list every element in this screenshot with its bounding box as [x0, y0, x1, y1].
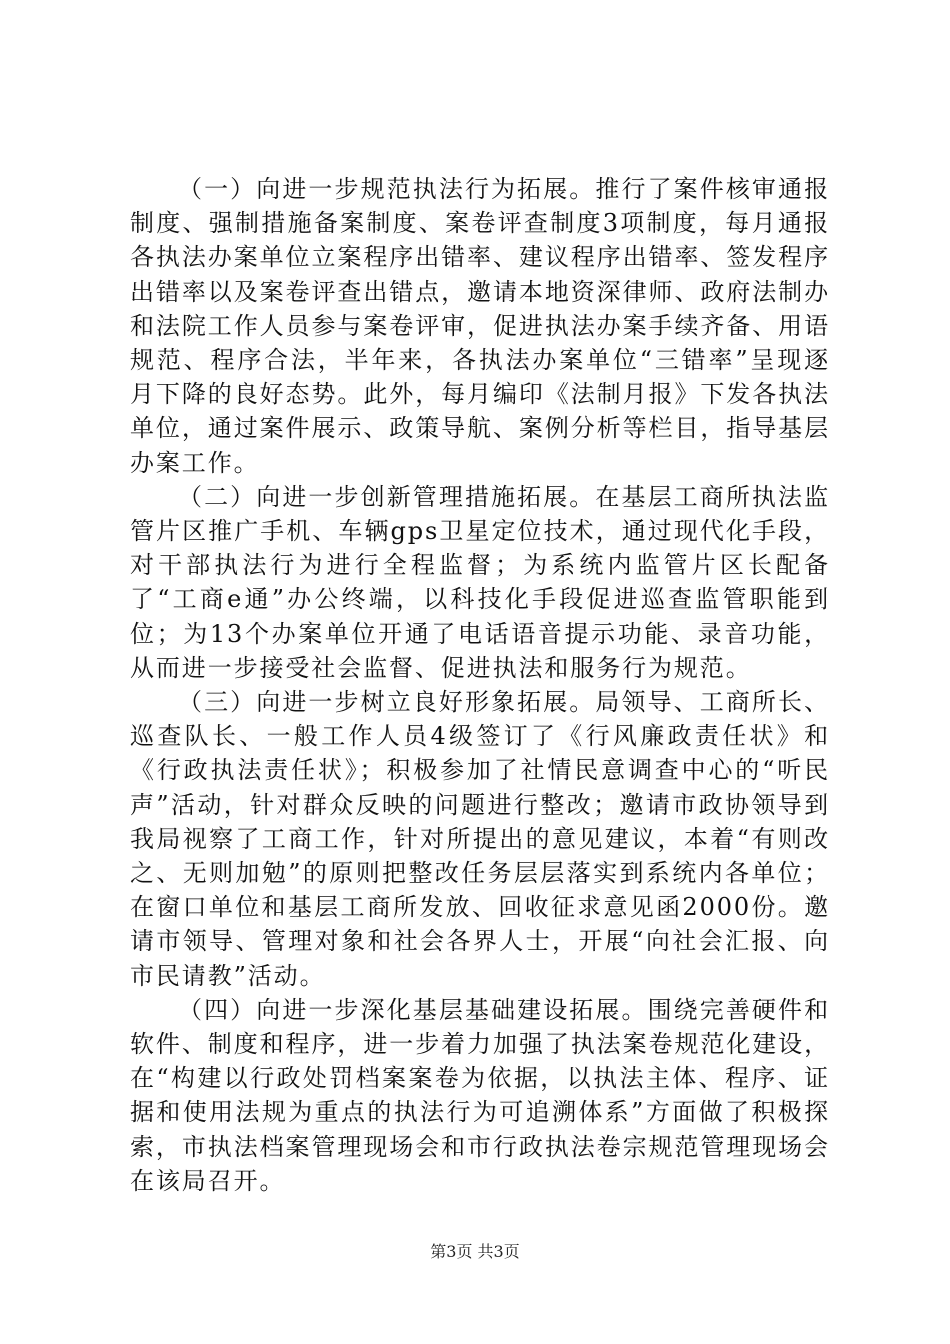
document-body — [130, 172, 830, 1198]
paragraph-1: （一）向进一步规范执法行为拓展。推行了案件核审通报制度、强制措施备案制度、案卷评查制度3项制度，每月通报各执法办案单位立案程序出错率、建议程序出错率、签发程序出错率以及案卷评查出错点，邀请本地资深律师、政府法制办和法院工作人员参与案卷评审，促进执法办案手续齐备、用语规范、程序合法，半年来，各执法办案单位“三错率”呈现逐月下降的良好态势。此外，每月编印《法制月报》下发各执法单位，通过案件展示、政策导航、案例分析等栏目，指导基层办案工作。 — [130, 175, 830, 477]
page-number-label: 第3页 共3页 — [430, 1242, 520, 1261]
paragraph-3: （三）向进一步树立良好形象拓展。局领导、工商所长、巡查队长、一般工作人员4级签订了《行风廉政责任状》和《行政执法责任状》；积极参加了社情民意调查中心的“听民声”活动，针对群众反映的问题进行整改；邀请市政协领导到我局视察了工商工作，针对所提出的意见建议，本着“有则改之、无则加勉”的原则把整改任务层层落实到系统内各单位；在窗口单位和基层工商所发放、回收征求意见函2000份。邀请市领导、管理对象和社会各界人士，开展“向社会汇报、向市民请教”活动。 — [130, 688, 830, 990]
page-footer — [0, 1241, 950, 1263]
paragraph-2: （二）向进一步创新管理措施拓展。在基层工商所执法监管片区推广手机、车辆gps卫星定位技术，通过现代化手段，对干部执法行为进行全程监督；为系统内监管片区长配备了“工商e通”办公终端，以科技化手段促进巡查监管职能到位；为13个办案单位开通了电话语音提示功能、录音功能，从而进一步接受社会监督、促进执法和服务行为规范。 — [130, 482, 830, 682]
paragraph-4: （四）向进一步深化基层基础建设拓展。围绕完善硬件和软件、制度和程序，进一步着力加强了执法案卷规范化建设，在“构建以行政处罚档案案卷为依据，以执法主体、程序、证据和使用法规为重点的执法行为可追溯体系”方面做了积极探索，市执法档案管理现场会和市行政执法卷宗规范管理现场会在该局召开。 — [130, 995, 830, 1195]
